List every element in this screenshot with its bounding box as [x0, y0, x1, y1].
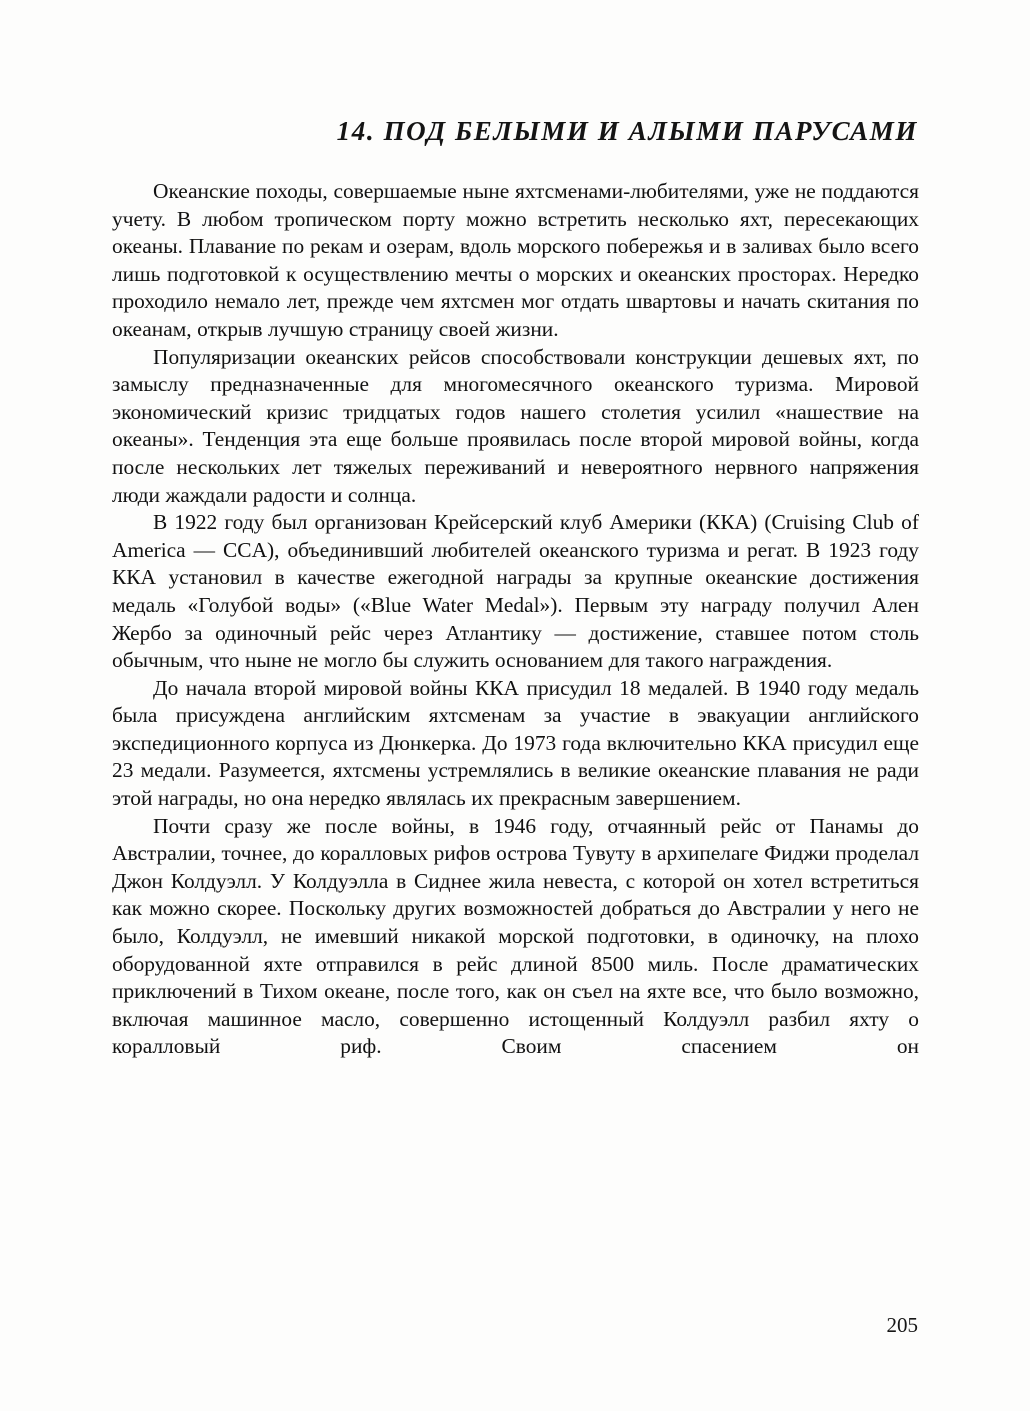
paragraph: Океанские походы, совершаемые ныне яхтсменами-любителями, уже не поддаются учету. В любом тропическом порту можно встретить несколько яхт, пересекающих океаны. Плавание по рекам и озерам, вдоль морского побережья и в заливах было всего лишь подготовкой к осуществлению мечты о морских и океанских просторах. Нередко проходило немало лет, прежде чем яхтсмен мог отдать швартовы и начать скитания по океанам, открыв лучшую страницу своей жизни. [112, 179, 919, 341]
chapter-title: 14. ПОД БЕЛЫМИ И АЛЫМИ ПАРУСАМИ [336, 116, 918, 147]
paragraph: Почти сразу же после войны, в 1946 году, отчаянный рейс от Панамы до Австралии, точнее, до коралловых рифов острова Тувуту в архипелаге Фиджи проделал Джон Колдуэлл. У Колдуэлла в Сиднее жила невеста, с которой он хотел встретиться как можно скорее. Поскольку других возможностей добраться до Австралии у него не было, Колдуэлл, не имевший никакой морской подготовки, в одиночку, на плохо оборудованной яхте отправился в рейс длиной 8500 миль. После драматических приключений в Тихом океане, после того, как он съел на яхте все, что было возможно, включая машинное масло, совершенно истощенный Колдуэлл разбил яхту о коралловый риф. Своим спасением он [112, 813, 919, 1059]
paragraph: До начала второй мировой войны ККА присудил 18 медалей. В 1940 году медаль была присуждена английским яхтсменам за участие в эвакуации английского экспедиционного корпуса из Дюнкерка. До 1973 года включительно ККА присудил еще 23 медали. Разумеется, яхтсмены устремлялись в великие океанские плавания не ради этой награды, но она нередко являлась их прекрасным завершением. [112, 675, 919, 811]
paragraph: В 1922 году был организован Крейсерский клуб Америки (ККА) (Cruising Club of America — CCA), объединивший любителей океанского туризма и регат. В 1923 году ККА установил в качестве ежегодной награды за крупные океанские достижения медаль «Голубой воды» («Blue Water Medal»). Первым эту награду получил Ален Жербо за одиночный рейс через Атлантику — достижение, ставшее потом столь обычным, что ныне не могло бы служить основанием для такого награждения. [112, 510, 919, 673]
paragraph: Популяризации океанских рейсов способствовали конструкции дешевых яхт, по замыслу предназначенные для многомесячного океанского туризма. Мировой экономический кризис тридцатых годов нашего столетия усилил «нашествие на океаны». Тенденция эта еще больше проявилась после второй мировой войны, когда после нескольких лет тяжелых переживаний и невероятного нервного напряжения люди жаждали радости и солнца. [112, 344, 919, 507]
body-text-column [112, 178, 919, 1061]
page-number: 205 [886, 1313, 918, 1337]
